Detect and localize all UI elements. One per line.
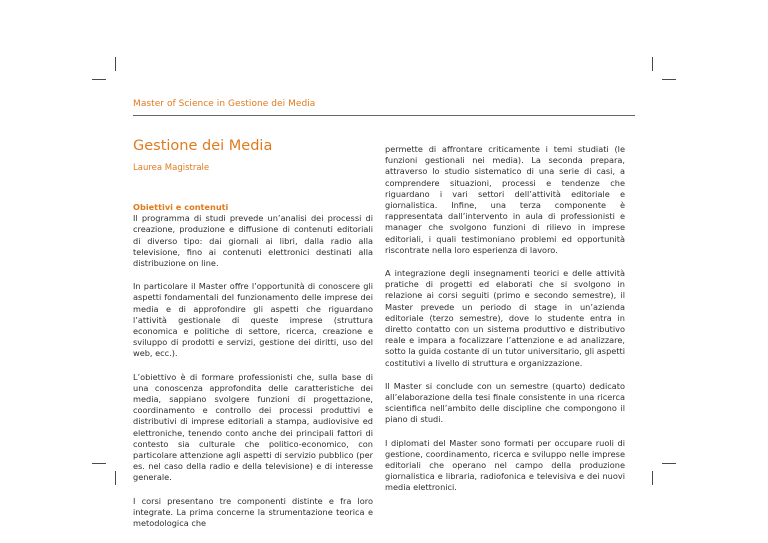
paragraph [133, 202, 373, 269]
crop-mark [115, 471, 116, 485]
running-title: Master of Science in Gestione dei Media [133, 99, 316, 109]
crop-mark [662, 463, 676, 464]
paragraph: A integrazione degli insegnamenti teorici e delle attività pratiche di progetti ed elaborati che si svolgono in relazione ai corsi seguiti (primo e secondo semestre), il Master prevede un periodo di stage in un’azienda editoriale (terzo semestre), dove lo studente entra in diretto contatto con un sistema produttivo e distributivo reale e impara a focalizzare l’attenzione e ad analizzare, sotto la guida costante di un tutor universitario, gli aspetti costitutivi a livello di struttura e organizzazione. [385, 268, 625, 368]
paragraph-text: Il programma di studi prevede un’analisi dei processi di creazione, produzione e diffusione di contenuti editoriali di diverso tipo: dai giornali ai libri, dalla radio alla televisione, fino ai contenuti elettronici destinati alla distribuzione on line. [133, 213, 373, 269]
paragraph: I corsi presentano tre componenti distinte e fra loro integrate. La prima concerne la strumentazione teorica e metodologica che [133, 495, 373, 529]
header-rule [133, 115, 635, 116]
crop-mark [652, 471, 653, 485]
section-heading: Obiettivi e contenuti [133, 202, 229, 212]
crop-mark [92, 463, 106, 464]
right-column [385, 144, 625, 506]
crop-mark [662, 79, 676, 80]
crop-mark [92, 79, 106, 80]
crop-mark [115, 57, 116, 71]
page-subtitle: Laurea Magistrale [133, 163, 210, 173]
paragraph: Il Master si conclude con un semestre (quarto) dedicato all’elaborazione della tesi finale consistente in una ricerca scientifica nell’ambito delle discipline che compongono il piano di studi. [385, 380, 625, 425]
paragraph: I diplomati del Master sono formati per occupare ruoli di gestione, coordinamento, ricerca e sviluppo nelle imprese editoriali che operano nel campo della produzione giornalistica e libraria, radiofonica e televisiva e dei nuovi media elettronici. [385, 437, 625, 493]
paragraph: In particolare il Master offre l’opportunità di conoscere gli aspetti fondamentali del funzionamento delle imprese dei media e di approfondire gli aspetti che riguardano l’attività gestionale di queste imprese (struttura economica e politiche di settore, ricerca, creazione e sviluppo di prodotti e servizi, gestione dei diritti, uso del web, ecc.). [133, 281, 373, 359]
left-column [133, 202, 373, 541]
paragraph: permette di affrontare criticamente i temi studiati (le funzioni gestionali nei media). La seconda prepara, attraverso lo studio sistematico di una serie di casi, a comprendere situazioni, processi e tendenze che riguardano i vari settori dell’attività editoriale e giornalistica. Infine, una terza componente è rappresentata dall’intervento in aula di professionisti e manager che svolgono funzioni di rilievo in imprese editoriali, i quali testimoniano problemi ed opportunità riscontrate nella loro esperienza di lavoro. [385, 144, 625, 255]
crop-mark [652, 57, 653, 71]
page-title: Gestione dei Media [133, 138, 273, 154]
paragraph: L’obiettivo è di formare professionisti che, sulla base di una conoscenza approfondita delle caratteristiche dei media, sappiano svolgere funzioni di progettazione, coordinamento e controllo dei processi produttivi e distributivi di imprese editoriali a stampa, audiovisive ed elettroniche, tenendo conto anche dei principali fattori di contesto sia culturale che politico-economico, con particolare attenzione agli aspetti di servizio pubblico (per es. nel caso della radio e della televisione) e di interesse generale. [133, 371, 373, 483]
